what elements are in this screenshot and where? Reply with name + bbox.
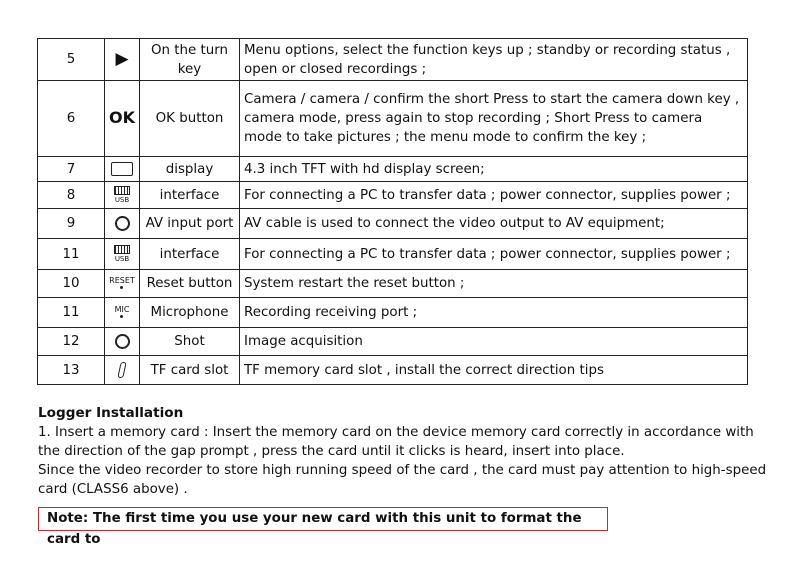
component-name: interface bbox=[140, 239, 240, 270]
table-row bbox=[38, 81, 748, 157]
component-description: 4.3 inch TFT with hd display screen; bbox=[240, 157, 748, 182]
row-number: 10 bbox=[38, 270, 105, 298]
row-number: 5 bbox=[38, 39, 105, 81]
component-name: Shot bbox=[140, 328, 240, 356]
row-number: 11 bbox=[38, 239, 105, 270]
usb-icon: USB bbox=[114, 186, 130, 204]
component-description: For connecting a PC to transfer data ; power connector, supplies power ; bbox=[240, 239, 748, 270]
table-row bbox=[38, 328, 748, 356]
row-number: 11 bbox=[38, 298, 105, 328]
row-number: 13 bbox=[38, 356, 105, 385]
component-description: Recording receiving port ; bbox=[240, 298, 748, 328]
table-row bbox=[38, 270, 748, 298]
table-row bbox=[38, 157, 748, 182]
component-description: Camera / camera / confirm the short Press to start the camera down key , camera mode, press again to stop recording ; Short Press to camera mode to take pictures ; the menu mode to confirm the key ; bbox=[240, 81, 748, 157]
component-description: Menu options, select the function keys up ; standby or recording status , open or closed recordings ; bbox=[240, 39, 748, 81]
component-name: Microphone bbox=[140, 298, 240, 328]
row-number: 9 bbox=[38, 209, 105, 239]
component-table bbox=[37, 38, 748, 385]
row-number: 7 bbox=[38, 157, 105, 182]
av-port-icon bbox=[115, 216, 130, 231]
component-name: display bbox=[140, 157, 240, 182]
paragraph: Since the video recorder to store high running speed of the card , the card must pay attention to high-speed card (CLASS6 above) . bbox=[38, 463, 767, 497]
component-name: OK button bbox=[140, 81, 240, 157]
paragraph: 1. Insert a memory card : Insert the memory card on the device memory card correctly in accordance with the direction of the gap prompt , press the card until it clicks is heard, insert into place. bbox=[38, 425, 754, 459]
component-name: On the turn key bbox=[140, 39, 240, 81]
mic-icon: MIC bbox=[115, 306, 130, 318]
component-description: For connecting a PC to transfer data ; power connector, supplies power ; bbox=[240, 182, 748, 209]
component-name: interface bbox=[140, 182, 240, 209]
table-row bbox=[38, 39, 748, 81]
row-number: 6 bbox=[38, 81, 105, 157]
table-row bbox=[38, 209, 748, 239]
table-row bbox=[38, 298, 748, 328]
table-row bbox=[38, 239, 748, 270]
row-number: 12 bbox=[38, 328, 105, 356]
right-triangle-icon: ▶ bbox=[115, 48, 129, 69]
component-name: AV input port bbox=[140, 209, 240, 239]
table-row bbox=[38, 182, 748, 209]
table-row bbox=[38, 356, 748, 385]
tf-card-icon bbox=[117, 362, 126, 378]
display-icon bbox=[111, 162, 133, 176]
row-number: 8 bbox=[38, 182, 105, 209]
component-description: Image acquisition bbox=[240, 328, 748, 356]
section-heading: Logger Installation bbox=[38, 405, 184, 421]
reset-icon: RESET bbox=[109, 277, 135, 289]
installation-section bbox=[38, 404, 768, 499]
component-description: AV cable is used to connect the video output to AV equipment; bbox=[240, 209, 748, 239]
component-description: System restart the reset button ; bbox=[240, 270, 748, 298]
component-name: TF card slot bbox=[140, 356, 240, 385]
note-box: Note: The first time you use your new card with this unit to format the card to bbox=[38, 507, 608, 531]
component-description: TF memory card slot , install the correct direction tips bbox=[240, 356, 748, 385]
ok-icon: OK bbox=[109, 108, 135, 127]
component-name: Reset button bbox=[140, 270, 240, 298]
usb-icon: USB bbox=[114, 245, 130, 263]
lens-icon bbox=[115, 334, 130, 349]
